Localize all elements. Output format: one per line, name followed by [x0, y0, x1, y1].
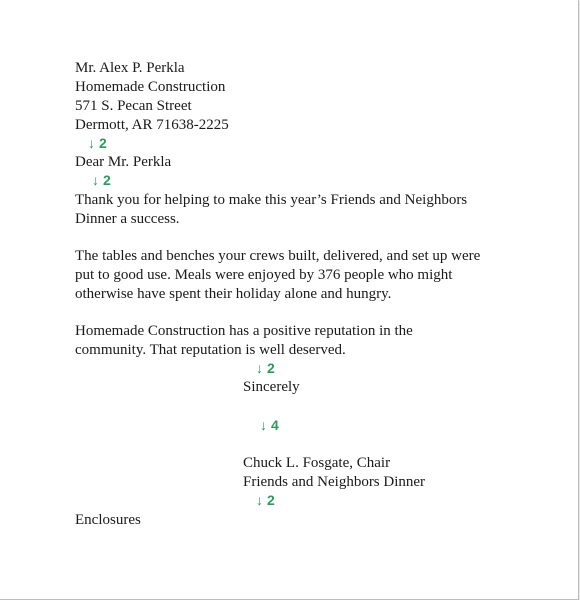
spacing-marker-after-signature [256, 491, 275, 509]
signer-name: Chuck L. Fosgate, Chair [243, 455, 391, 471]
spacing-count: 2 [267, 360, 275, 376]
spacing-count: 4 [271, 417, 279, 433]
spacing-count: 2 [99, 135, 107, 151]
salutation: Dear Mr. Perkla [75, 154, 172, 170]
spacing-marker-after-salutation [92, 171, 111, 189]
recipient-city-state-zip: Dermott, AR 71638-2225 [75, 117, 229, 133]
down-arrow-icon: ↓ [88, 135, 95, 151]
recipient-company: Homemade Construction [75, 79, 226, 95]
spacing-count: 2 [267, 492, 275, 508]
down-arrow-icon: ↓ [256, 492, 263, 508]
signer-organization: Friends and Neighbors Dinner [243, 474, 426, 490]
spacing-marker-after-address [88, 134, 107, 152]
down-arrow-icon: ↓ [92, 172, 99, 188]
body-paragraph-3-line-1: Homemade Construction has a positive reputation in the [75, 323, 413, 339]
recipient-name: Mr. Alex P. Perkla [75, 60, 185, 76]
spacing-count: 2 [103, 172, 111, 188]
spacing-marker-after-closing [260, 416, 279, 434]
body-paragraph-3-line-2: community. That reputation is well deserved. [75, 342, 346, 358]
body-paragraph-2-line-1: The tables and benches your crews built, delivered, and set up were [75, 248, 481, 264]
body-paragraph-2-line-3: otherwise have spent their holiday alone and hungry. [75, 286, 392, 302]
enclosure-notation: Enclosures [75, 512, 141, 528]
body-paragraph-1-line-2: Dinner a success. [75, 211, 180, 227]
complimentary-closing: Sincerely [243, 379, 300, 395]
down-arrow-icon: ↓ [260, 417, 267, 433]
recipient-street: 571 S. Pecan Street [75, 98, 192, 114]
down-arrow-icon: ↓ [256, 360, 263, 376]
body-paragraph-2-line-2: put to good use. Meals were enjoyed by 376 people who might [75, 267, 453, 283]
body-paragraph-1-line-1: Thank you for helping to make this year’s Friends and Neighbors [75, 192, 468, 208]
spacing-marker-before-closing [256, 359, 275, 377]
